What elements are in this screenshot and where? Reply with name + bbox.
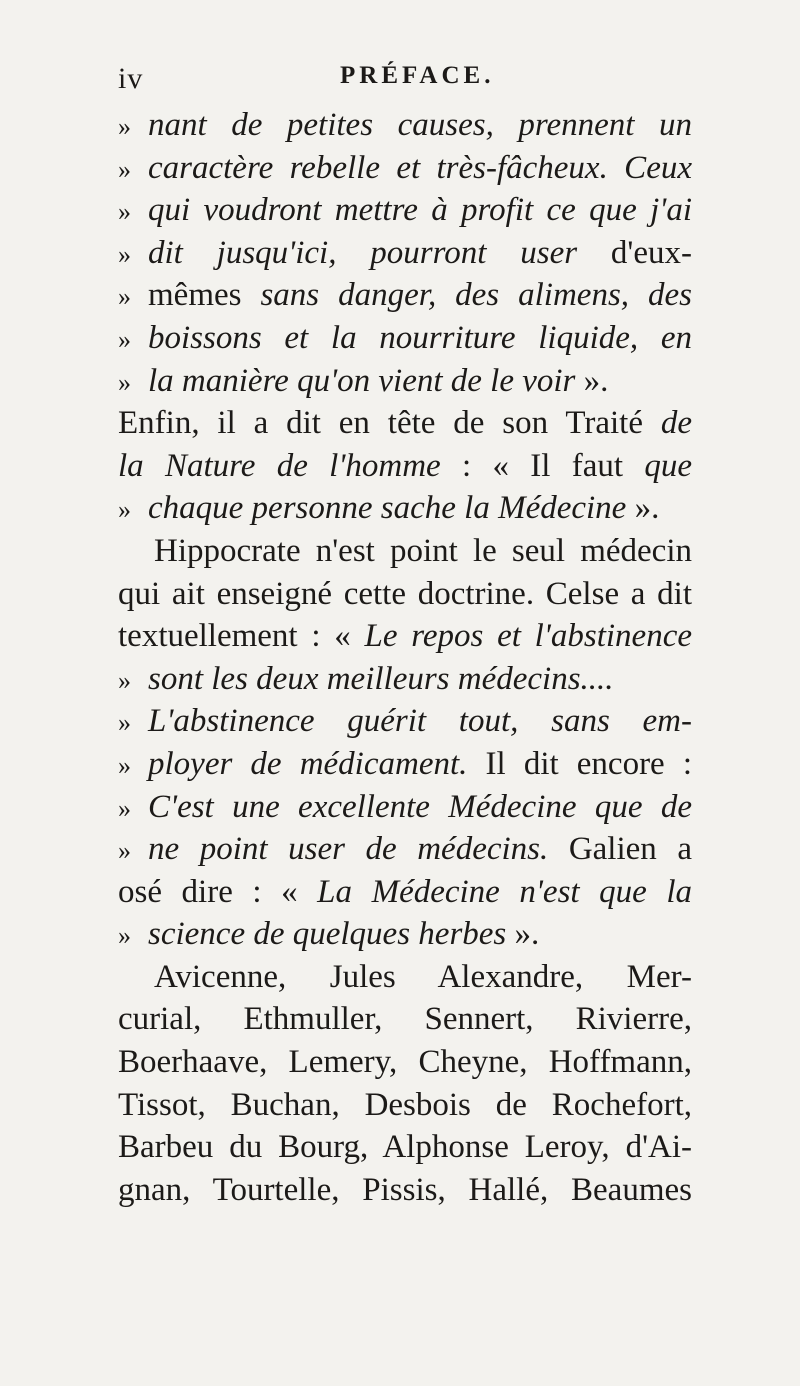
text-line <box>118 998 692 1041</box>
roman-text: d'eux- <box>577 234 692 271</box>
roman-text: ». <box>626 490 660 527</box>
roman-text: Boerhaave, Lemery, Cheyne, Hoffmann, <box>118 1044 692 1081</box>
text-line <box>118 1126 692 1169</box>
quote-mark: » <box>118 282 131 312</box>
text-line <box>118 956 692 999</box>
running-title: PRÉFACE. <box>340 62 495 89</box>
body-text <box>118 104 692 1211</box>
roman-text: Tissot, Buchan, Desbois de Rochefort, <box>118 1086 692 1123</box>
text-line <box>118 487 692 530</box>
italic-text: Le repos et l'abstinence <box>364 618 692 655</box>
quote-mark: » <box>118 367 131 397</box>
quote-mark: » <box>118 836 131 866</box>
page-number: iv <box>118 62 144 95</box>
italic-text: qui voudront mettre à profit ce que j'ai <box>148 192 692 229</box>
italic-text: nant de petites causes, prennent un <box>148 107 692 143</box>
page-header <box>0 58 800 98</box>
roman-text: curial, Ethmuller, Sennert, Rivierre, <box>118 1001 692 1038</box>
text-line <box>118 913 692 956</box>
text-line <box>118 189 692 232</box>
quote-mark: » <box>118 793 131 823</box>
text-line <box>118 104 692 147</box>
roman-text: ». <box>575 362 609 399</box>
roman-text: Galien a <box>548 831 693 868</box>
roman-text: : « Il faut <box>440 447 645 484</box>
text-line <box>118 147 692 190</box>
roman-text: ». <box>506 916 540 953</box>
quote-mark: » <box>118 112 131 141</box>
text-line <box>118 743 692 786</box>
italic-text: que <box>644 447 692 484</box>
text-line <box>118 232 692 275</box>
text-line <box>118 1041 692 1084</box>
italic-text: la manière qu'on vient de le voir <box>148 362 576 399</box>
italic-text: de <box>660 405 692 442</box>
roman-text: textuellement : « <box>118 618 365 655</box>
quote-mark: » <box>118 197 131 227</box>
quote-mark: » <box>118 750 131 780</box>
roman-text: mêmes <box>148 277 261 314</box>
italic-text: La Médecine n'est que la <box>317 873 692 910</box>
text-line <box>118 1169 692 1212</box>
italic-text: caractère rebelle et très-fâcheux. Ceux <box>148 149 692 186</box>
text-line <box>118 530 692 573</box>
text-line <box>118 402 692 445</box>
roman-text: Hippocrate n'est point le seul médecin <box>154 532 692 569</box>
italic-text: sans danger, des alimens, des <box>260 277 692 314</box>
quote-mark: » <box>118 665 131 695</box>
text-line <box>118 573 692 616</box>
italic-text: C'est une excellente Médecine que de <box>148 788 692 825</box>
italic-text: dit jusqu'ici, pourront user <box>148 234 578 271</box>
quote-mark: » <box>118 495 131 525</box>
italic-text: L'abstinence guérit tout, sans em- <box>148 703 692 740</box>
text-line <box>118 317 692 360</box>
italic-text: boissons et la nourriture liquide, en <box>148 319 692 356</box>
text-line <box>118 1084 692 1127</box>
quote-mark: » <box>118 324 131 354</box>
roman-text: Avicenne, Jules Alexandre, Mer- <box>154 958 692 995</box>
roman-text: osé dire : « <box>118 873 318 910</box>
italic-text: chaque personne sache la Médecine <box>148 490 627 527</box>
italic-text: la Nature de l'homme <box>118 447 441 484</box>
quote-mark: » <box>118 239 131 269</box>
quote-mark: » <box>118 154 131 184</box>
roman-text: Barbeu du Bourg, Alphonse Leroy, d'Ai- <box>118 1129 692 1166</box>
italic-text: sont les deux meilleurs médecins.... <box>148 660 614 697</box>
text-line <box>118 360 692 403</box>
italic-text: ployer de médicament. <box>148 745 468 782</box>
roman-text: Il dit encore : <box>467 745 692 782</box>
text-line <box>118 871 692 914</box>
quote-mark: » <box>118 921 131 951</box>
roman-text: Enfin, il a dit en tête de son Traité <box>118 405 661 442</box>
text-line <box>118 658 692 701</box>
text-line <box>118 445 692 488</box>
roman-text: qui ait enseigné cette doctrine. Celse a dit <box>118 575 692 612</box>
roman-text: gnan, Tourtelle, Pissis, Hallé, Beaumes <box>118 1171 692 1208</box>
italic-text: ne point user de médecins. <box>148 831 549 868</box>
text-line <box>118 274 692 317</box>
italic-text: science de quelques herbes <box>148 916 507 953</box>
text-line <box>118 828 692 871</box>
quote-mark: » <box>118 708 131 738</box>
text-line <box>118 615 692 658</box>
text-line <box>118 700 692 743</box>
text-line <box>118 786 692 829</box>
